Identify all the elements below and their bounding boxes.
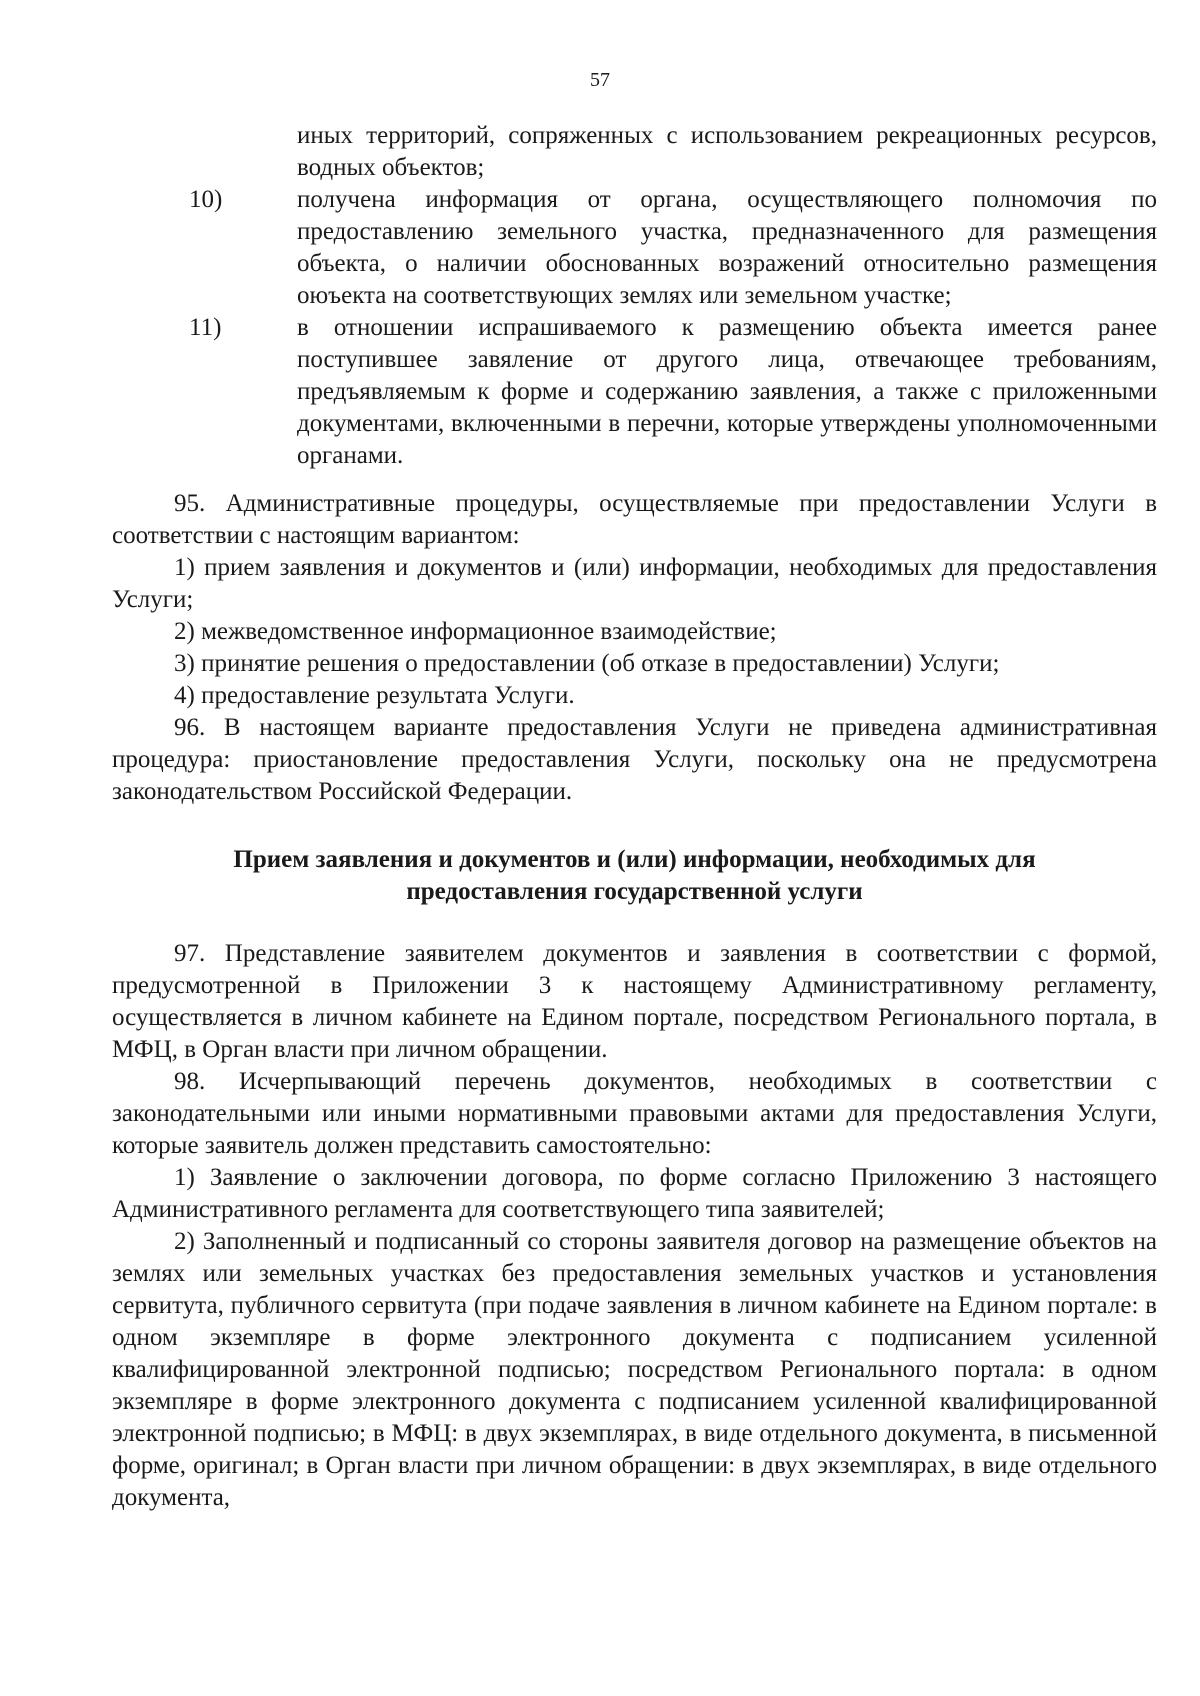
section-heading-line-1: Прием заявления и документов и (или) информации, необходимых для <box>233 846 1036 873</box>
paragraph-95: 95. Административные процедуры, осуществляемые при предоставлении Услуги в соответствии с настоящим вариантом: <box>112 490 1157 549</box>
page-number: 57 <box>590 69 610 91</box>
paragraph-95-item-2: 2) межведомственное информационное взаимодействие; <box>174 618 777 645</box>
list-continuation: иных территорий, сопряженных с использованием рекреационных ресурсов, водных объектов; <box>297 122 1157 181</box>
list-item-11 <box>112 312 1157 472</box>
paragraph-95-item-3: 3) принятие решения о предоставлении (об отказе в предоставлении) Услуги; <box>174 650 1000 677</box>
paragraph-97: 97. Представление заявителем документов и заявления в соответствии с формой, предусмотренной в Приложении 3 к настоящему Административному регламенту, осуществляется в личном кабинете на Едином портале, посредством Регионального портала, в МФЦ, в Орган власти при личном обращении. <box>112 940 1157 1063</box>
paragraph-98: 98. Исчерпывающий перечень документов, необходимых в соответствии с законодательными или иными нормативными правовыми актами для предоставления Услуги, которые заявитель должен представить самостоятельно: <box>112 1068 1157 1159</box>
list-item-number: 11) <box>189 314 222 341</box>
list-item-10 <box>112 184 1157 312</box>
document-body <box>112 120 1157 1514</box>
list-item-number: 10) <box>189 186 223 213</box>
section-heading-line-2: предоставления государственной услуги <box>406 878 863 905</box>
section-heading <box>112 844 1157 908</box>
list-item-text: в отношении испрашиваемого к размещению объекта имеется ранее поступившее завяление от другого лица, отвечающее требованиям, предъявляемым к форме и содержанию заявления, а также с приложенными документами, включенными в перечни, которые утверждены уполномоченными органами. <box>297 314 1157 469</box>
paragraph-96: 96. В настоящем варианте предоставления Услуги не приведена административная процедура: приостановление предоставления Услуги, поскольку она не предусмотрена законодательством Российской Федерации. <box>112 714 1157 805</box>
paragraph-95-item-1: 1) прием заявления и документов и (или) информации, необходимых для предоставления Услуги; <box>112 554 1157 613</box>
paragraph-95-item-4: 4) предоставление результата Услуги. <box>174 682 575 709</box>
paragraph-98-item-1: 1) Заявление о заключении договора, по форме согласно Приложению 3 настоящего Административного регламента для соответствующего типа заявителей; <box>112 1164 1157 1223</box>
paragraph-98-item-2: 2) Заполненный и подписанный со стороны заявителя договор на размещение объектов на землях или земельных участках без предоставления земельных участков и установления сервитута, публичного сервитута (при подаче заявления в личном кабинете на Едином портале: в одном экземпляре в форме электронного документа с подписанием усиленной квалифицированной электронной подписью; посредством Регионального портала: в одном экземпляре в форме электронного документа с подписанием усиленной квалифицированной электронной подписью; в МФЦ: в двух экземплярах, в виде отдельного документа, в письменной форме, оригинал; в Орган власти при личном обращении: в двух экземплярах, в виде отдельного документа, <box>112 1228 1157 1511</box>
list-item-text: получена информация от органа, осуществляющего полномочия по предоставлению земельного участка, предназначенного для размещения объекта, о наличии обоснованных возражений относительно размещения оюъекта на соответствующих землях или земельном участке; <box>297 186 1157 309</box>
